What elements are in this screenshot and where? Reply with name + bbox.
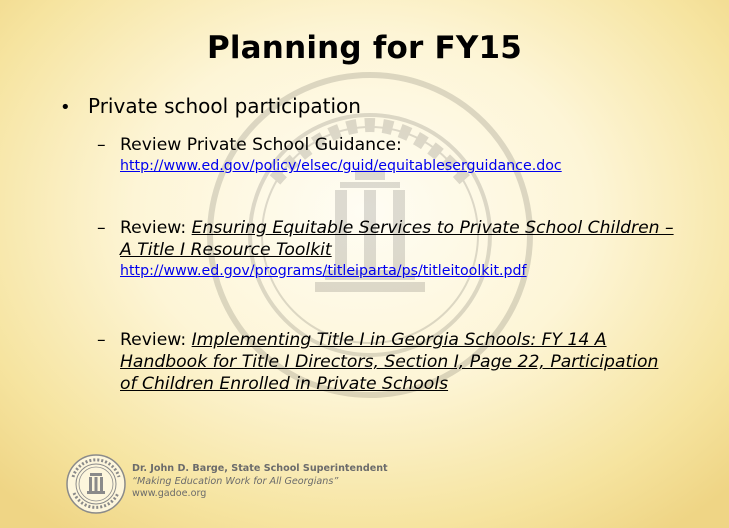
main-bullet-text: Private school participation — [88, 94, 361, 118]
dash-icon: – — [97, 330, 106, 350]
subitem-guidance — [97, 134, 680, 176]
toolkit-link[interactable]: http://www.ed.gov/programs/titleiparta/ps/titleitoolkit.pdf — [120, 263, 527, 279]
footer — [0, 450, 729, 528]
main-bullet — [60, 94, 361, 118]
footer-website[interactable]: www.gadoe.org — [132, 488, 207, 499]
subitem-toolkit — [97, 217, 680, 281]
superintendent-name: Dr. John D. Barge, State School Superintendent — [132, 463, 388, 474]
subitem-guidance-text: Review Private School Guidance: — [120, 135, 402, 155]
dash-icon: – — [97, 135, 106, 155]
slide-title: Planning for FY15 — [206, 30, 523, 66]
toolkit-title: Ensuring Equitable Services to Private School Children – A Title I Resource Toolkit — [120, 218, 674, 260]
subitem-handbook — [97, 329, 680, 395]
bullet-dot-icon: • — [60, 97, 71, 118]
footer-motto: “Making Education Work for All Georgians” — [132, 475, 339, 487]
dash-icon: – — [97, 218, 106, 238]
guidance-link[interactable]: http://www.ed.gov/policy/elsec/guid/equitableserguidance.doc — [120, 158, 562, 174]
handbook-title: Implementing Title I in Georgia Schools: FY 14 A Handbook for Title I Directors, Section I, Page 22, Participation of Children Enrolled in Private Schools — [120, 330, 659, 394]
subitem-handbook-prefix: Review: — [120, 330, 192, 350]
department-seal-icon — [65, 453, 127, 515]
footer-text — [132, 463, 388, 501]
subitem-toolkit-prefix: Review: — [120, 218, 192, 238]
